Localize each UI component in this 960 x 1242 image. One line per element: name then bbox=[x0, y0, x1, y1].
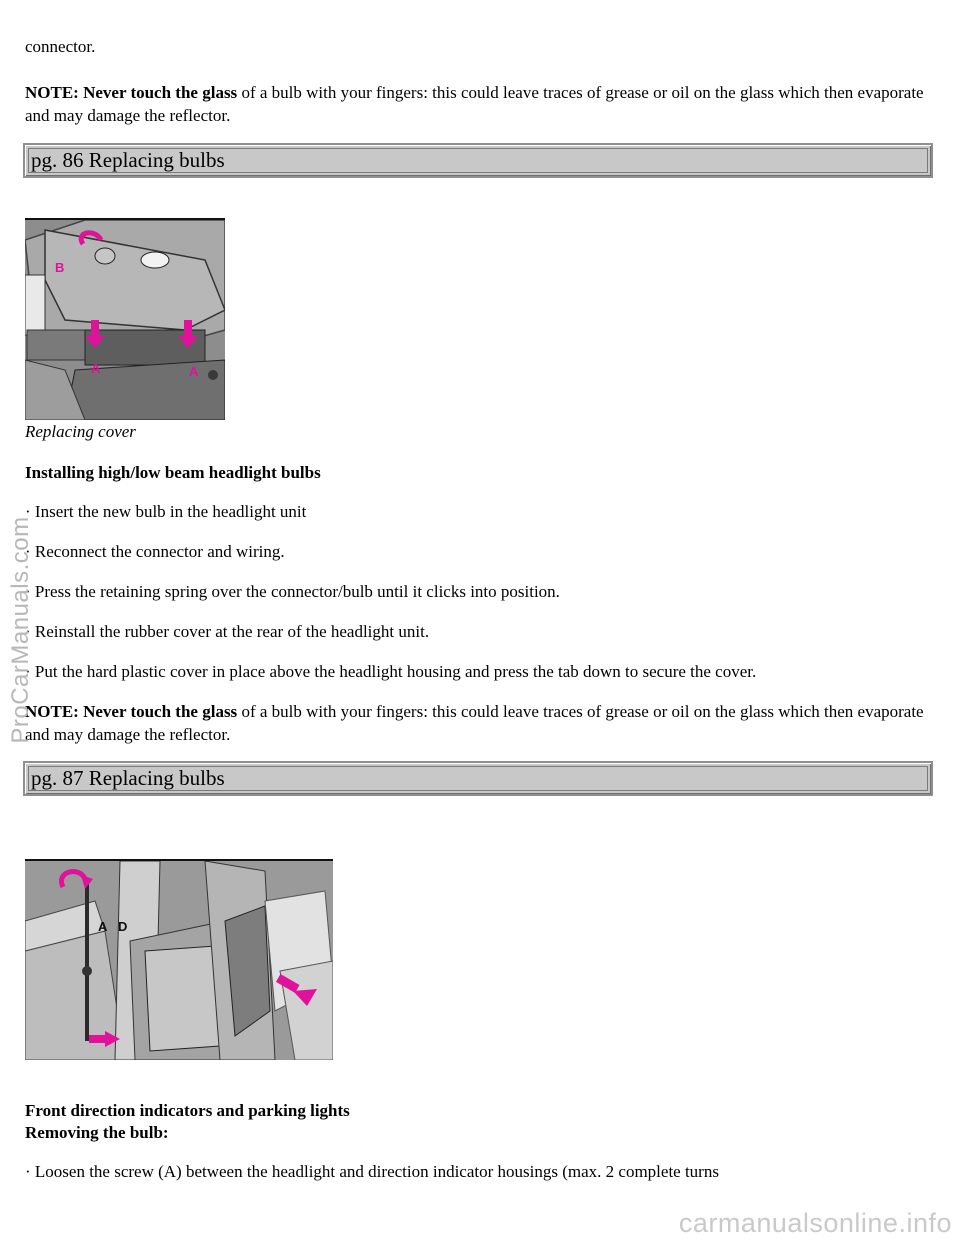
step-1: · Insert the new bulb in the headlight unit bbox=[25, 502, 307, 521]
section-title: pg. 86 Replacing bulbs bbox=[31, 148, 225, 172]
step-1: · Loosen the screw (A) between the headlight and direction indicator housings (max. 2 complete turns bbox=[25, 1162, 719, 1181]
headlight-cover-illustration bbox=[25, 220, 225, 420]
label-a-right: A bbox=[189, 364, 199, 379]
section-heading-2: Removing the bulb: bbox=[25, 1123, 169, 1142]
section-header-pg87 bbox=[23, 761, 933, 796]
figure-caption: Replacing cover bbox=[25, 422, 136, 441]
intro-continuation: connector. bbox=[25, 37, 96, 56]
label-a-left: A bbox=[91, 361, 101, 376]
section-heading: Installing high/low beam headlight bulbs bbox=[25, 463, 321, 482]
step-4: · Reinstall the rubber cover at the rear of the headlight unit. bbox=[25, 622, 430, 641]
step-2: · Reconnect the connector and wiring. bbox=[25, 542, 285, 561]
note-text: of a bulb with your fingers: this could leave traces of grease or oil on the glass which then evaporate and may damage the reflector. bbox=[25, 83, 924, 125]
indicator-removal-illustration bbox=[25, 861, 333, 1060]
bottom-watermark: carmanualsonline.info bbox=[678, 1208, 952, 1238]
note-text: of a bulb with your fingers: this could leave traces of grease or oil on the glass which then evaporate and may damage the reflector. bbox=[25, 702, 924, 744]
step-3: · Press the retaining spring over the connector/bulb until it clicks into position. bbox=[25, 582, 560, 601]
label-a: A bbox=[98, 919, 108, 934]
label-b: B bbox=[55, 260, 65, 275]
note-paragraph-2 bbox=[25, 700, 935, 746]
section-title: pg. 87 Replacing bulbs bbox=[31, 766, 225, 790]
section-header-pg86 bbox=[23, 143, 933, 178]
section-heading-1: Front direction indicators and parking lights bbox=[25, 1101, 350, 1120]
note-paragraph bbox=[25, 81, 935, 127]
note-bold: NOTE: Never touch the glass bbox=[25, 702, 238, 721]
step-5: · Put the hard plastic cover in place above the headlight housing and press the tab down to secure the cover. bbox=[25, 662, 757, 681]
label-d: D bbox=[118, 919, 128, 934]
figure-replacing-cover bbox=[25, 218, 225, 420]
side-watermark: ProCarManuals.com bbox=[7, 516, 34, 744]
figure-indicator-removal bbox=[25, 859, 333, 1060]
note-bold: NOTE: Never touch the glass bbox=[25, 83, 238, 102]
